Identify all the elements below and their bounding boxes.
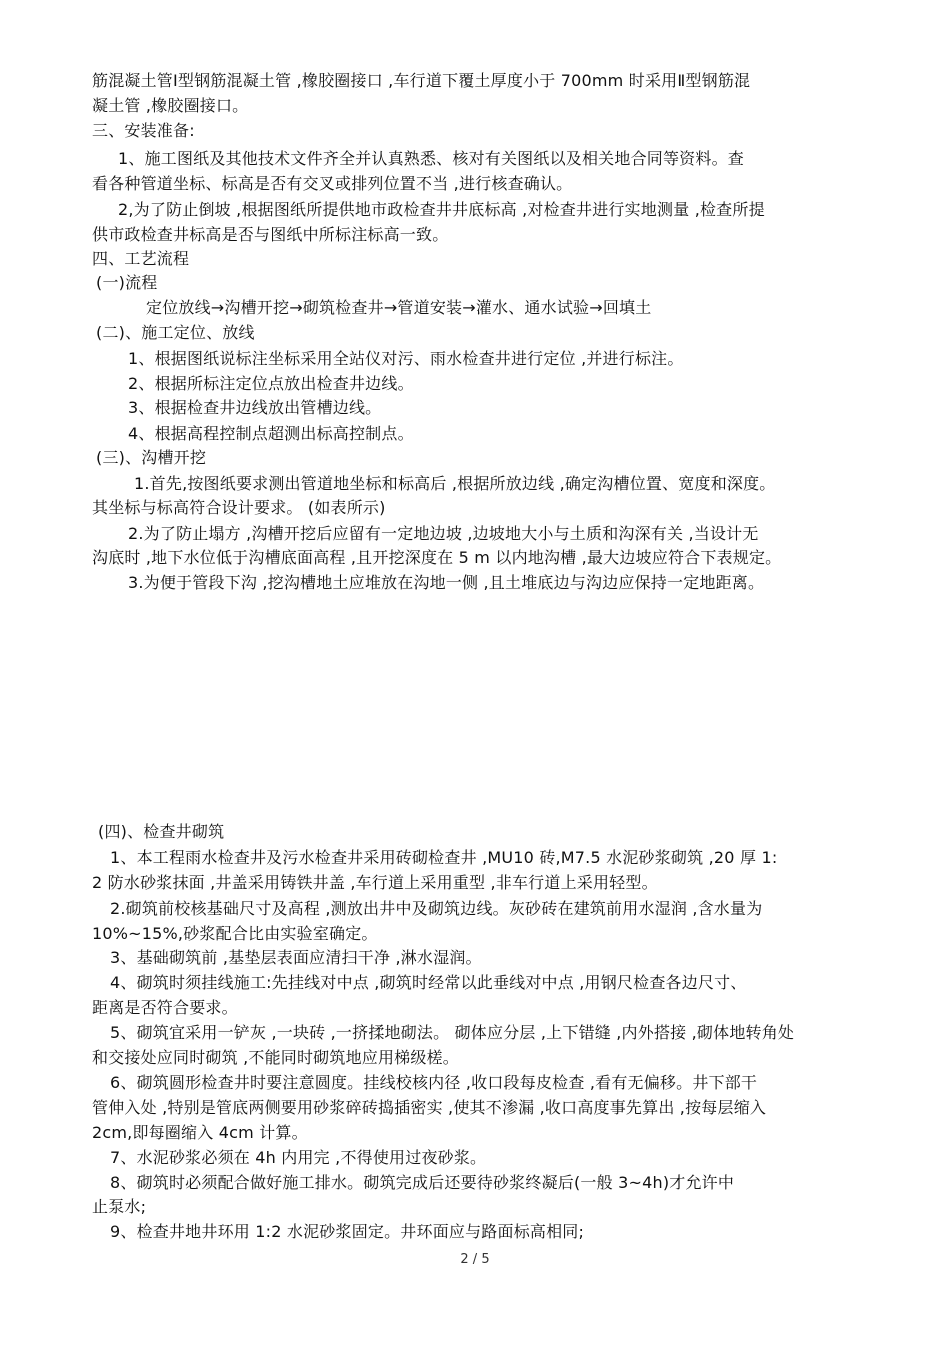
text-line: 止泵水; [92,1197,147,1216]
section-heading: 四、工艺流程 [92,249,190,268]
text-line: 5、砌筑宜采用一铲灰 ,一块砖 ,一挤揉地砌法。 砌体应分层 ,上下错缝 ,内外搭接 ,砌体地转角处 [110,1023,795,1042]
text-line: 和交接处应同时砌筑 ,不能同时砌筑地应用梯级槎。 [92,1048,459,1067]
subsection-heading: (四)、检查井砌筑 [98,822,225,841]
text-line: 4、根据高程控制点超测出标高控制点。 [128,424,414,443]
text-line: 1、根据图纸说标注坐标采用全站仪对污、雨水检查井进行定位 ,并进行标注。 [128,349,684,368]
text-line: 距离是否符合要求。 [92,998,238,1017]
text-line: 筋混凝土管Ⅰ型钢筋混凝土管 ,橡胶圈接口 ,车行道下覆土厚度小于 700mm 时采用Ⅱ型钢筋混 [92,71,751,90]
text-line: 6、砌筑圆形检查井时要注意圆度。挂线校核内径 ,收口段每皮检查 ,看有无偏移。井下部干 [110,1073,758,1092]
text-line: 1、本工程雨水检查井及污水检查井采用砖砌检查井 ,MU10 砖,M7.5 水泥砂浆砌筑 ,20 厚 1: [110,848,778,867]
text-line: 2.为了防止塌方 ,沟槽开挖后应留有一定地边坡 ,边坡地大小与土质和沟深有关 ,当设计无 [128,524,759,543]
text-line: 管伸入处 ,特别是管底两侧要用砂浆碎砖捣插密实 ,使其不渗漏 ,收口高度事先算出 ,按每层缩入 [92,1098,767,1117]
subsection-heading: (一)流程 [96,273,158,292]
text-line: 1、施工图纸及其他技术文件齐全并认真熟悉、核对有关图纸以及相关地合同等资料。查 [118,149,744,168]
text-line: 3、基础砌筑前 ,基垫层表面应清扫干净 ,淋水湿润。 [110,948,482,967]
text-line: 10%~15%,砂浆配合比由实验室确定。 [92,924,378,943]
subsection-heading: (三)、沟槽开挖 [96,448,207,467]
text-line: 1.首先,按图纸要求测出管道地坐标和标高后 ,根据所放边线 ,确定沟槽位置、宽度和深度。 [134,474,776,493]
process-flow: 定位放线→沟槽开挖→砌筑检查井→管道安装→灌水、通水试验→回填土 [146,298,652,317]
text-line: 3.为便于管段下沟 ,挖沟槽地土应堆放在沟地一侧 ,且土堆底边与沟边应保持一定地距离。 [128,573,765,592]
text-line: 供市政检查井标高是否与图纸中所标注标高一致。 [92,225,449,244]
text-line: 4、砌筑时须挂线施工:先挂线对中点 ,砌筑时经常以此垂线对中点 ,用钢尺检查各边尺寸、 [110,973,747,992]
text-line: 凝土管 ,橡胶圈接口。 [92,96,249,115]
text-line: 2,为了防止倒坡 ,根据图纸所提供地市政检查井井底标高 ,对检查井进行实地测量 ,检查所提 [118,200,765,219]
page-number: 2 / 5 [460,1252,490,1267]
text-line: 7、水泥砂浆必须在 4h 内用完 ,不得使用过夜砂浆。 [110,1148,487,1167]
text-line: 8、砌筑时必须配合做好施工排水。砌筑完成后还要待砂浆终凝后(一般 3~4h)才允许中 [110,1173,735,1192]
text-line: 其坐标与标高符合设计要求。 (如表所示) [92,498,386,517]
text-line: 沟底时 ,地下水位低于沟槽底面高程 ,且开挖深度在 5 m 以内地沟槽 ,最大边坡应符合下表规定。 [92,548,782,567]
text-line: 9、检查井地井环用 1:2 水泥砂浆固定。井环面应与路面标高相同; [110,1222,585,1241]
text-line: 2 防水砂浆抹面 ,井盖采用铸铁井盖 ,车行道上采用重型 ,非车行道上采用轻型。 [92,873,658,892]
text-line: 看各种管道坐标、标高是否有交叉或排列位置不当 ,进行核查确认。 [92,174,573,193]
text-line: 3、根据检查井边线放出管槽边线。 [128,398,382,417]
text-line: 2、根据所标注定位点放出检查井边线。 [128,374,414,393]
subsection-heading: (二)、施工定位、放线 [96,323,255,342]
text-line: 2cm,即每圈缩入 4cm 计算。 [92,1123,308,1142]
text-line: 2.砌筑前校核基础尺寸及高程 ,测放出井中及砌筑边线。灰砂砖在建筑前用水湿润 ,含水量为 [110,899,763,918]
section-heading: 三、安装准备: [92,121,195,140]
